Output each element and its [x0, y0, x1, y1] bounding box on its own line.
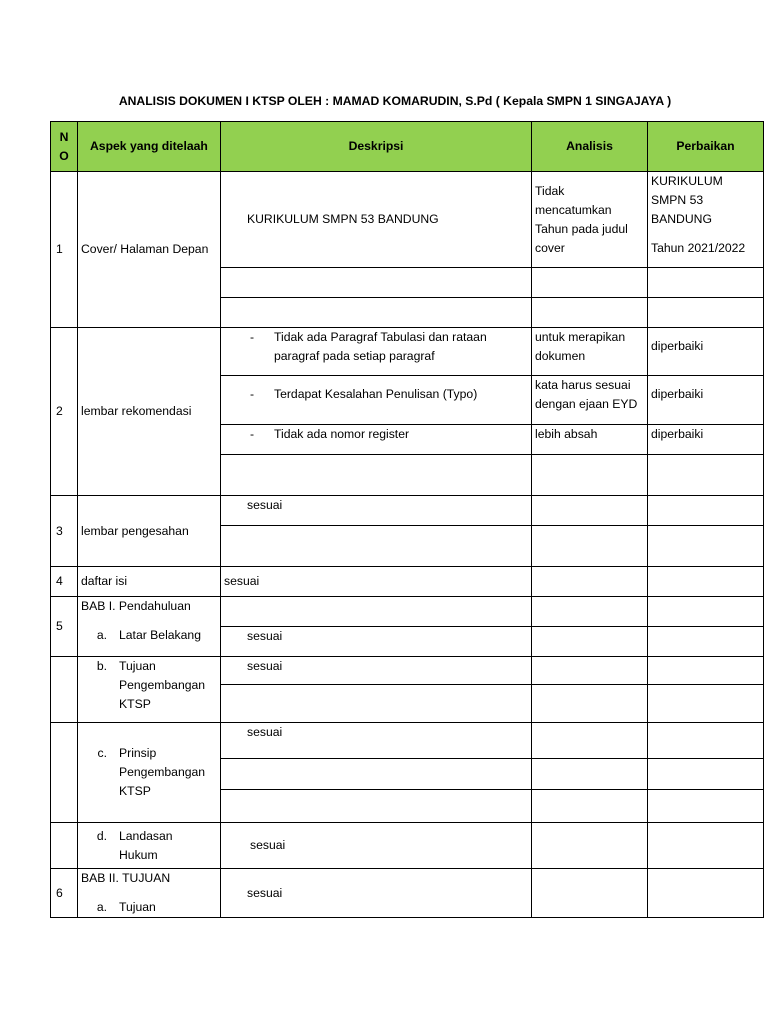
- document-title: ANALISIS DOKUMEN I KTSP OLEH : MAMAD KOMARUDIN, S.Pd ( Kepala SMPN 1 SINGAJAYA ): [118, 94, 672, 108]
- aspek-cell: Cover/ Halaman Depan: [78, 172, 221, 328]
- empty-cell: [532, 823, 648, 869]
- aspek-cell: [78, 723, 221, 823]
- table-header-row: [51, 122, 764, 172]
- analysis-table: [50, 121, 764, 918]
- perbaikan-cell: diperbaiki: [648, 328, 764, 376]
- deskripsi-cell: sesuai: [221, 567, 532, 597]
- empty-cell: [532, 526, 648, 567]
- empty-cell: [51, 823, 78, 869]
- empty-cell: [221, 790, 532, 823]
- empty-cell: [648, 759, 764, 790]
- aspek-cell: lembar rekomendasi: [78, 328, 221, 496]
- aspek-cell: [78, 597, 221, 657]
- empty-cell: [648, 455, 764, 496]
- aspek-cell: daftar isi: [78, 567, 221, 597]
- empty-cell: [648, 567, 764, 597]
- empty-cell: [648, 526, 764, 567]
- empty-cell: [648, 657, 764, 685]
- sub-item: a. Tujuan: [96, 900, 156, 914]
- empty-cell: [648, 627, 764, 657]
- aspek-cell: [78, 869, 221, 918]
- deskripsi-cell: KURIKULUM SMPN 53 BANDUNG: [221, 172, 532, 268]
- aspek-cell: lembar pengesahan: [78, 496, 221, 567]
- sub-item: b. Tujuan Pengembangan KTSP: [96, 659, 206, 711]
- row-number: 3: [51, 496, 78, 567]
- perbaikan-cell: diperbaiki: [648, 425, 764, 455]
- row-number: 4: [51, 567, 78, 597]
- empty-cell: [51, 657, 78, 723]
- empty-cell: [648, 823, 764, 869]
- analisis-cell: Tidak mencatumkan Tahun pada judul cover: [532, 172, 648, 268]
- table-row: [51, 597, 764, 627]
- empty-cell: [221, 526, 532, 567]
- aspek-cell: [78, 657, 221, 723]
- table-row: [51, 567, 764, 597]
- header-analisis: Analisis: [532, 122, 648, 172]
- sub-item: d. Landasan Hukum: [96, 828, 173, 862]
- table-row: [51, 869, 764, 918]
- sub-item: a. Latar Belakang: [96, 628, 201, 642]
- row-number: 2: [51, 328, 78, 496]
- analisis-cell: untuk merapikan dokumen: [532, 328, 648, 376]
- table-row: [51, 657, 764, 685]
- header-perbaikan: Perbaikan: [648, 122, 764, 172]
- empty-cell: [532, 298, 648, 328]
- perbaikan-cell: diperbaiki: [648, 376, 764, 425]
- aspek-cell: [78, 823, 221, 869]
- empty-cell: [221, 268, 532, 298]
- analisis-cell: lebih absah: [532, 425, 648, 455]
- perbaikan-cell: KURIKULUM SMPN 53 BANDUNG Tahun 2021/2022: [648, 172, 764, 268]
- empty-cell: [532, 627, 648, 657]
- table-row: [51, 328, 764, 376]
- table-row: [51, 723, 764, 759]
- empty-cell: [51, 723, 78, 823]
- empty-cell: [648, 496, 764, 526]
- empty-cell: [648, 597, 764, 627]
- empty-cell: [648, 685, 764, 723]
- header-aspek: Aspek yang ditelaah: [78, 122, 221, 172]
- table-row: [51, 496, 764, 526]
- analisis-cell: kata harus sesuai dengan ejaan EYD: [532, 376, 648, 425]
- deskripsi-cell: sesuai: [221, 869, 532, 918]
- bab-heading: BAB I. Pendahuluan: [81, 599, 191, 613]
- deskripsi-cell: - Tidak ada Paragraf Tabulasi dan rataan paragraf pada setiap paragraf: [221, 328, 532, 376]
- empty-cell: [648, 790, 764, 823]
- row-number: 1: [51, 172, 78, 328]
- empty-cell: [532, 723, 648, 759]
- empty-cell: [221, 455, 532, 496]
- empty-cell: [221, 685, 532, 723]
- empty-cell: [532, 869, 648, 918]
- empty-cell: [648, 268, 764, 298]
- empty-cell: [221, 597, 532, 627]
- header-no: N O: [51, 122, 78, 172]
- bab-heading: BAB II. TUJUAN: [81, 871, 171, 885]
- deskripsi-cell: sesuai: [221, 657, 532, 685]
- row-number: 6: [51, 869, 78, 918]
- deskripsi-cell: - Terdapat Kesalahan Penulisan (Typo): [221, 376, 532, 425]
- empty-cell: [532, 567, 648, 597]
- deskripsi-cell: - Tidak ada nomor register: [221, 425, 532, 455]
- empty-cell: [532, 657, 648, 685]
- table-row: [51, 172, 764, 268]
- empty-cell: [221, 298, 532, 328]
- empty-cell: [648, 869, 764, 918]
- deskripsi-cell: sesuai: [221, 723, 532, 759]
- empty-cell: [532, 496, 648, 526]
- empty-cell: [648, 723, 764, 759]
- empty-cell: [532, 597, 648, 627]
- header-deskripsi: Deskripsi: [221, 122, 532, 172]
- deskripsi-cell: sesuai: [221, 823, 532, 869]
- deskripsi-cell: sesuai: [221, 496, 532, 526]
- empty-cell: [221, 759, 532, 790]
- deskripsi-cell: sesuai: [221, 627, 532, 657]
- empty-cell: [532, 268, 648, 298]
- empty-cell: [532, 759, 648, 790]
- sub-item: c. Prinsip Pengembangan KTSP: [97, 746, 206, 798]
- empty-cell: [532, 790, 648, 823]
- empty-cell: [648, 298, 764, 328]
- empty-cell: [532, 455, 648, 496]
- empty-cell: [532, 685, 648, 723]
- row-number: 5: [51, 597, 78, 657]
- table-row: [51, 823, 764, 869]
